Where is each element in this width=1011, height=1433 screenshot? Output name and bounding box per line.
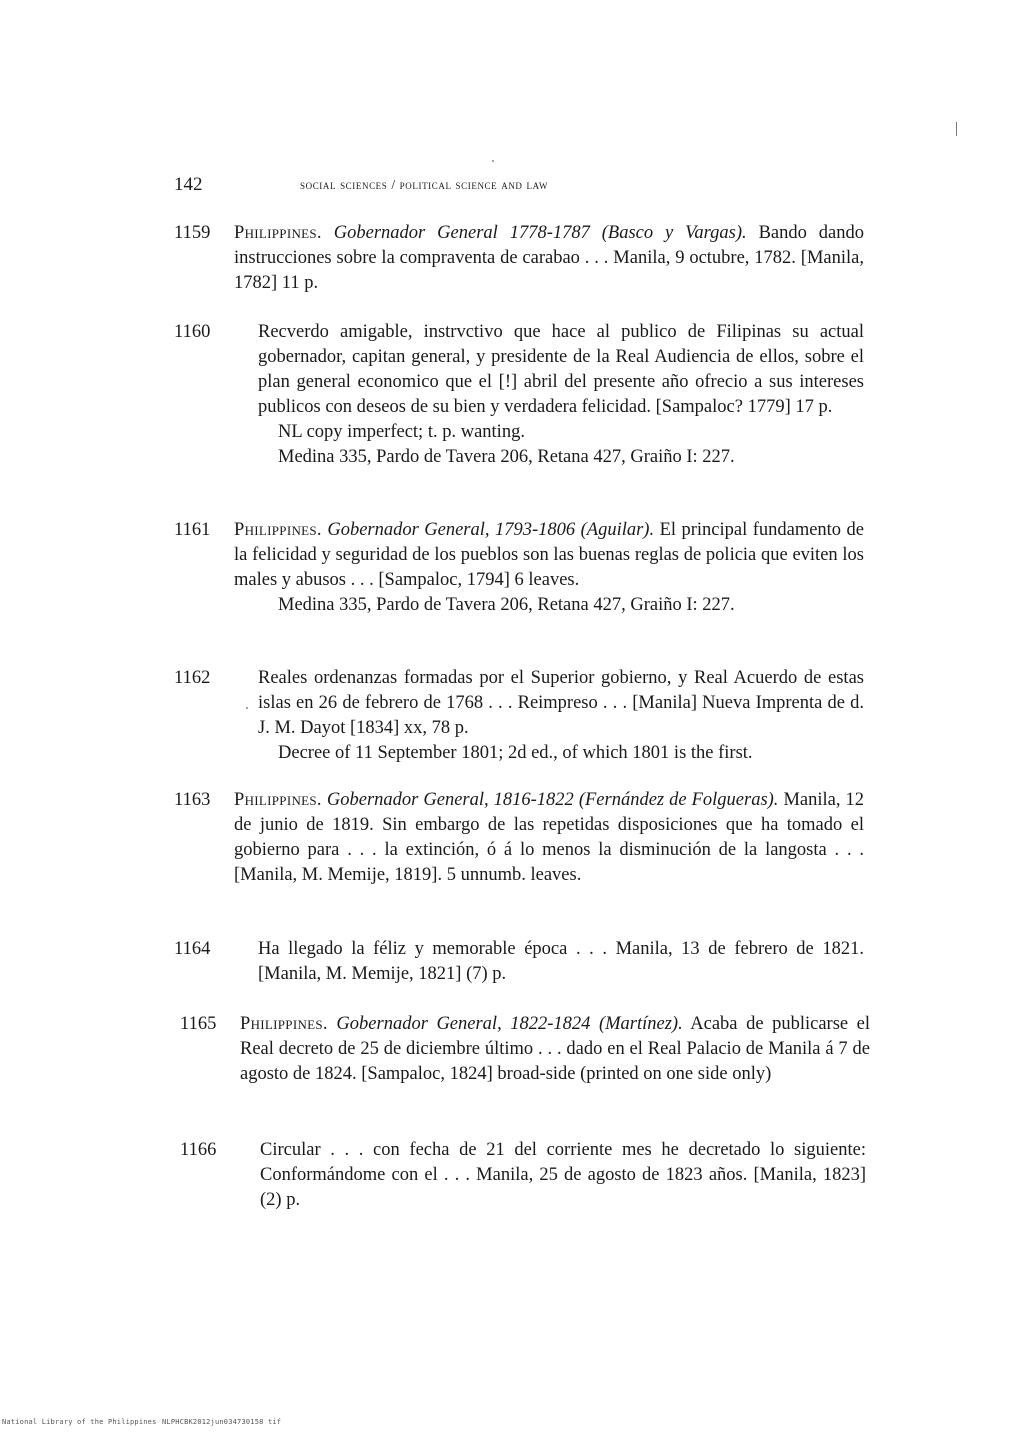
entry-heading: Philippines. bbox=[234, 223, 322, 243]
entry-title: Gobernador General, 1816-1822 (Fernández de Folgueras). bbox=[326, 790, 779, 810]
entry-text: Reales ordenanzas formadas por el Superior gobierno, y Real Acuerdo de estas islas en 26 de febrero de 1768 . . . Reimpreso . . . [Manila] Nueva Imprenta de d. J. M. Dayot [1834] xx, 78 p. bbox=[258, 668, 864, 738]
entry-number: 1165 bbox=[180, 1014, 217, 1034]
entry-heading: Philippines. bbox=[240, 1014, 328, 1034]
entry-note: Medina 335, Pardo de Tavera 206, Retana 427, Graiño I: 227. bbox=[278, 447, 735, 467]
entry-description: El principal fundamento de la felicidad y seguridad de los pueblos son las buenas reglas de policia que eviten los males y abusos . . . [Sampaloc, 1794] 6 leaves. bbox=[234, 520, 864, 590]
entry-text bbox=[234, 788, 864, 888]
entry-title: Gobernador General 1778-1787 (Basco y Vargas). bbox=[333, 223, 747, 243]
entry-number: 1163 bbox=[174, 790, 211, 810]
entry-heading: Philippines. bbox=[234, 520, 322, 540]
page-header bbox=[174, 174, 774, 198]
entry-1160 bbox=[174, 320, 874, 470]
entry-number: 1160 bbox=[174, 322, 211, 342]
entry-note: NL copy imperfect; t. p. wanting. bbox=[278, 422, 525, 442]
entry-description: Bando dando instrucciones sobre la compraventa de carabao . . . Manila, 9 octubre, 1782. [Manila, 1782] 11 p. bbox=[234, 223, 865, 293]
entry-1163 bbox=[174, 788, 874, 888]
running-head: social sciences / political science and law bbox=[300, 177, 549, 192]
entry-text bbox=[240, 1012, 870, 1087]
entry-number: 1166 bbox=[180, 1140, 217, 1160]
scan-speck bbox=[492, 160, 494, 162]
entry-number: 1162 bbox=[174, 668, 211, 688]
entry-text: Recverdo amigable, instrvctivo que hace al publico de Filipinas su actual gobernador, capitan general, y presidente de la Real Audiencia de ellos, sobre el plan general economico que el [!] abril del presente año ofrecio a sus intereses publicos con deseos de su bien y verdadera felicidad. [Sampaloc? 1779] 17 p. bbox=[258, 322, 864, 417]
footer-source: National Library of the Philippines bbox=[2, 1418, 157, 1426]
entry-1165 bbox=[180, 1012, 880, 1087]
entry-1162 bbox=[174, 666, 874, 766]
entry-heading: Philippines. bbox=[234, 790, 322, 810]
entry-text bbox=[234, 518, 864, 593]
footer-identifier: NLPHCBK2012jun034730158 tif bbox=[162, 1418, 282, 1426]
entry-note: Decree of 11 September 1801; 2d ed., of which 1801 is the first. bbox=[278, 743, 753, 763]
entry-number: 1161 bbox=[174, 520, 211, 540]
entry-description: Manila, 12 de junio de 1819. Sin embargo de las repetidas disposiciones que ha tomado el gobierno para . . . la extinción, ó á lo menos la disminución de la langosta . . . [Manila, M. Memije, 1819]. 5 unnumb. leaves. bbox=[234, 790, 865, 885]
entry-title: Gobernador General, 1793-1806 (Aguilar). bbox=[327, 520, 655, 540]
entry-number: 1164 bbox=[174, 939, 211, 959]
entry-text: Ha llegado la féliz y memorable época . . . Manila, 13 de febrero de 1821. [Manila, M. Memije, 1821] (7) p. bbox=[258, 939, 864, 984]
entry-title: Gobernador General, 1822-1824 (Martínez). bbox=[336, 1014, 683, 1034]
entry-1161 bbox=[174, 518, 874, 618]
scan-mark bbox=[956, 122, 957, 136]
entry-text bbox=[234, 221, 864, 296]
page-number: 142 bbox=[174, 174, 203, 195]
entry-number: 1159 bbox=[174, 223, 211, 243]
entry-1166 bbox=[180, 1138, 880, 1213]
entry-text: Circular . . . con fecha de 21 del corriente mes he decretado lo siguiente: Conformándome con el . . . Manila, 25 de agosto de 1823 años. [Manila, 1823] (2) p. bbox=[260, 1140, 866, 1210]
entry-1164 bbox=[174, 937, 874, 987]
entry-1159 bbox=[174, 221, 874, 296]
entry-description: Acaba de publicarse el Real decreto de 25 de diciembre último . . . dado en el Real Palacio de Manila á 7 de agosto de 1824. [Sampaloc, 1824] broad-side (printed on one side only) bbox=[240, 1014, 871, 1084]
entry-note: Medina 335, Pardo de Tavera 206, Retana 427, Graiño I: 227. bbox=[278, 595, 735, 615]
